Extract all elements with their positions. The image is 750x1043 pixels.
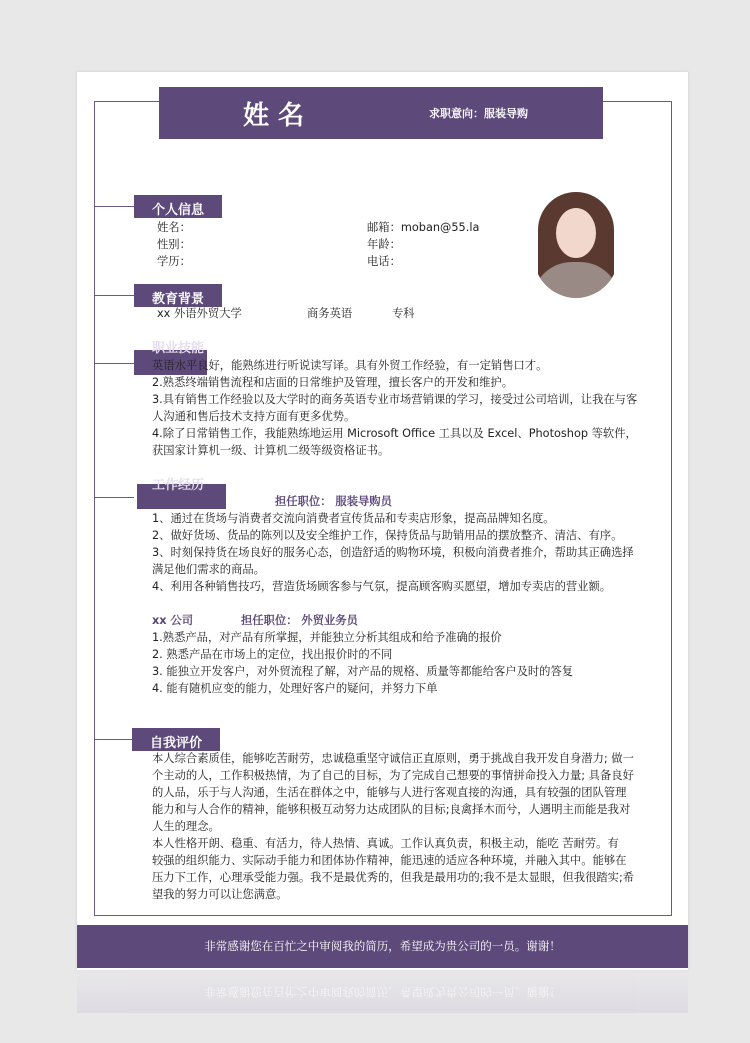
profile-photo	[532, 192, 620, 298]
duty-line: 4. 能有随机应变的能力，处理好客户的疑问，并努力下单	[152, 682, 438, 695]
section-personal-info: 个人信息	[134, 195, 222, 218]
duty-line: 3. 能独立开发客户，对外贸流程了解，对产品的规格、质量等都能给客户及时的答复	[152, 665, 574, 678]
footer-thanks: 非常感谢您在百忙之中审阅我的简历，希望成为贵公司的一员。谢谢！	[77, 925, 688, 968]
section-education: 教育背景	[134, 284, 222, 307]
name-title: 姓 名	[243, 101, 305, 131]
school: xx 外语外贸大学	[157, 307, 242, 320]
skills-list	[152, 357, 637, 459]
duty-line: 满足他们需求的商品。	[152, 563, 265, 576]
section-work: 工作经历	[152, 478, 205, 493]
frame-bottom-line	[94, 915, 672, 916]
job1-position: 担任职位： 服装导购员	[275, 495, 392, 508]
skill-line: 人沟通和售后技术支持方面有更多优势。	[152, 410, 356, 423]
frame-top-line	[603, 101, 671, 102]
education-field: 学历：	[157, 255, 191, 268]
self-line: 压力下工作，心理承受能力强。我不是最优秀的，但我是最用功的;我不是太显眼，但我很踏实;希	[152, 871, 635, 884]
age-field: 年龄：	[367, 238, 401, 251]
duty-line: 4、利用各种销售技巧，营造货场顾客参与气氛，提高顾客购买愿望，增加专卖店的营业额。	[152, 580, 612, 593]
self-line: 个主动的人，工作积极热情，为了自己的目标，为了完成自己想要的事情拼命投入力量; 具备良好	[152, 769, 634, 782]
self-line: 望我的努力可以让您满意。	[152, 888, 288, 901]
skill-line: 4.除了日常销售工作，我能熟练地运用 Microsoft Office 工具以及 Excel、Photoshop 等软件，	[152, 427, 637, 440]
major: 商务英语	[307, 307, 353, 320]
footer-reflection: 非常感谢您在百忙之中审阅我的简历，希望成为贵公司的一员。谢谢！	[77, 970, 688, 1013]
job2-position: 担任职位： 外贸业务员	[241, 614, 358, 627]
section-skills: 职业技能	[152, 341, 205, 356]
connector	[94, 295, 134, 296]
email-field: 邮箱：moban@55.la	[367, 221, 480, 234]
job2-duties	[152, 629, 573, 697]
self-line: 人生的理念。	[152, 820, 220, 833]
duty-line: 2. 熟悉产品在市场上的定位，找出报价时的不同	[152, 648, 393, 661]
frame-right-line	[671, 101, 672, 915]
skill-line: 2.熟悉终端销售流程和店面的日常维护及管理，擅长客户的开发和维护。	[152, 376, 513, 389]
header-banner	[159, 87, 603, 139]
section-self-evaluation: 自我评价	[132, 728, 220, 751]
job1-duties	[152, 510, 634, 595]
gender-field: 性别：	[157, 238, 191, 251]
duty-line: 2、做好货场、货品的陈列以及安全维护工作，保持货品与助销用品的摆放整齐、清洁、有序。	[152, 529, 623, 542]
duty-line: 1、通过在货场与消费者交流向消费者宣传货品和专卖店形象，提高品牌知名度。	[152, 512, 555, 525]
degree: 专科	[392, 307, 415, 320]
duty-line: 1.熟悉产品，对产品有所掌握，并能独立分析其组成和给予准确的报价	[152, 631, 502, 644]
self-line: 本人性格开朗、稳重、有活力，待人热情、真诚。工作认真负责，积极主动，能吃 苦耐劳。有	[152, 837, 619, 850]
job-objective: 求职意向：服装导购	[429, 107, 528, 120]
connector	[94, 739, 134, 740]
skill-line: 英语水平良好，能熟练进行听说读写译。具有外贸工作经验，有一定销售口才。	[152, 359, 548, 372]
phone-field: 电话：	[367, 255, 401, 268]
self-line: 的人品，乐于与人沟通，生活在群体之中，能够与人进行客观直接的沟通，具有较强的团队管理	[152, 786, 627, 799]
duty-line: 3、时刻保持货在场良好的服务心态，创造舒适的购物环境，积极向消费者推介，帮助其正确选择	[152, 546, 634, 559]
self-line: 本人综合素质佳，能够吃苦耐劳，忠诚稳重坚守诚信正直原则，勇于挑战自我开发自身潜力; 做一	[152, 752, 634, 765]
self-evaluation-text	[152, 750, 634, 903]
name-field: 姓名：	[157, 221, 191, 234]
skill-line: 3.具有销售工作经验以及大学时的商务英语专业市场营销课的学习，接受过公司培训，让我在与客	[152, 393, 638, 406]
frame-left-line	[94, 101, 95, 915]
job2-company: xx 公司	[152, 614, 194, 627]
connector	[94, 497, 134, 498]
self-line: 能力和与人合作的精神，能够积极互动努力达成团队的目标;良禽择木而兮，人遇明主而能是我对	[152, 803, 631, 816]
skill-line: 获国家计算机一级、计算机二级等级资格证书。	[152, 444, 390, 457]
frame-top-line	[94, 101, 160, 102]
self-line: 较强的组织能力、实际动手能力和团体协作精神，能迅速的适应各种环境，并融入其中。能够在	[152, 854, 627, 867]
connector	[94, 206, 134, 207]
connector	[94, 363, 134, 364]
